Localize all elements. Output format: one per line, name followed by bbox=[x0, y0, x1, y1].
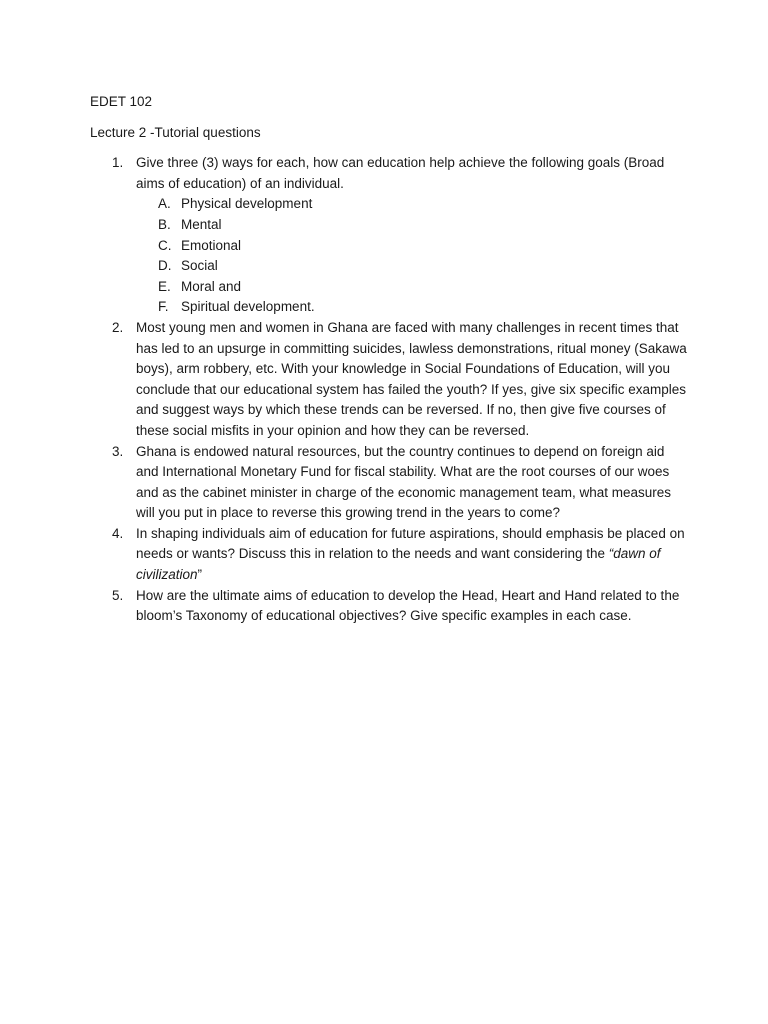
goal-item bbox=[136, 194, 690, 215]
question-item-3 bbox=[90, 442, 690, 524]
question-text: How are the ultimate aims of education to develop the Head, Heart and Hand related to the bloom’s Taxonomy of educational objectives? Give specific examples in each case. bbox=[136, 587, 680, 624]
goal-letter: D. bbox=[158, 258, 172, 274]
question-text bbox=[136, 526, 685, 582]
goal-item bbox=[136, 256, 690, 277]
goal-text: Spiritual development. bbox=[181, 299, 315, 315]
question-item-5 bbox=[90, 586, 690, 627]
goal-letter: C. bbox=[158, 237, 172, 253]
goal-letter: F. bbox=[158, 299, 169, 315]
question-list bbox=[90, 153, 690, 627]
goal-item bbox=[136, 215, 690, 236]
question-text: Ghana is endowed natural resources, but the country continues to depend on foreign aid and International Monetary Fund for fiscal stability. What are the root courses of our woes and as the cabinet minister in charge of the economic management team, what measures will you put in place to reverse this growing trend in the years to come? bbox=[136, 443, 672, 521]
goal-text: Moral and bbox=[181, 278, 242, 294]
question-number: 4. bbox=[112, 525, 124, 541]
question-number: 2. bbox=[112, 319, 124, 335]
question-item-2 bbox=[90, 318, 690, 442]
question-text: Most young men and women in Ghana are faced with many challenges in recent times that has led to an upsurge in committing suicides, lawless demonstrations, ritual money (Sakawa boys), arm robbery, etc. With your knowledge in Social Foundations of Education, will you conclude that our educational system has failed the youth? If yes, give six specific examples and suggest ways by which these trends can be reversed. If no, then give five courses of these social misfits in your opinion and how they can be reversed. bbox=[136, 319, 687, 438]
question-number: 3. bbox=[112, 443, 124, 459]
goal-letter: E. bbox=[158, 278, 171, 294]
question-text-closing-quote: ” bbox=[197, 567, 203, 583]
goal-text: Emotional bbox=[181, 237, 242, 253]
question-text: Give three (3) ways for each, how can education help achieve the following goals (Broad aims of education) of an individual. bbox=[136, 155, 665, 191]
question-item-4 bbox=[90, 524, 690, 586]
goal-letter: A. bbox=[158, 196, 171, 212]
lecture-title: Lecture 2 -Tutorial questions bbox=[90, 124, 261, 140]
document-page bbox=[90, 92, 690, 627]
goal-item bbox=[136, 236, 690, 257]
goal-text: Social bbox=[181, 258, 218, 274]
goal-list bbox=[136, 194, 690, 318]
question-text-main: In shaping individuals aim of education for future aspirations, should emphasis be placed on needs or wants? Discuss this in relation to the needs and want considering the bbox=[136, 525, 685, 562]
question-number: 1. bbox=[112, 155, 124, 171]
goal-item bbox=[136, 297, 690, 318]
goal-letter: B. bbox=[158, 216, 171, 232]
question-item-1 bbox=[90, 153, 690, 318]
question-text-emphasis: “dawn of civilization bbox=[136, 546, 661, 583]
question-number: 5. bbox=[112, 587, 124, 603]
goal-text: Mental bbox=[181, 216, 222, 232]
course-code: EDET 102 bbox=[90, 94, 153, 109]
goal-item bbox=[136, 277, 690, 298]
goal-text: Physical development bbox=[181, 196, 313, 212]
